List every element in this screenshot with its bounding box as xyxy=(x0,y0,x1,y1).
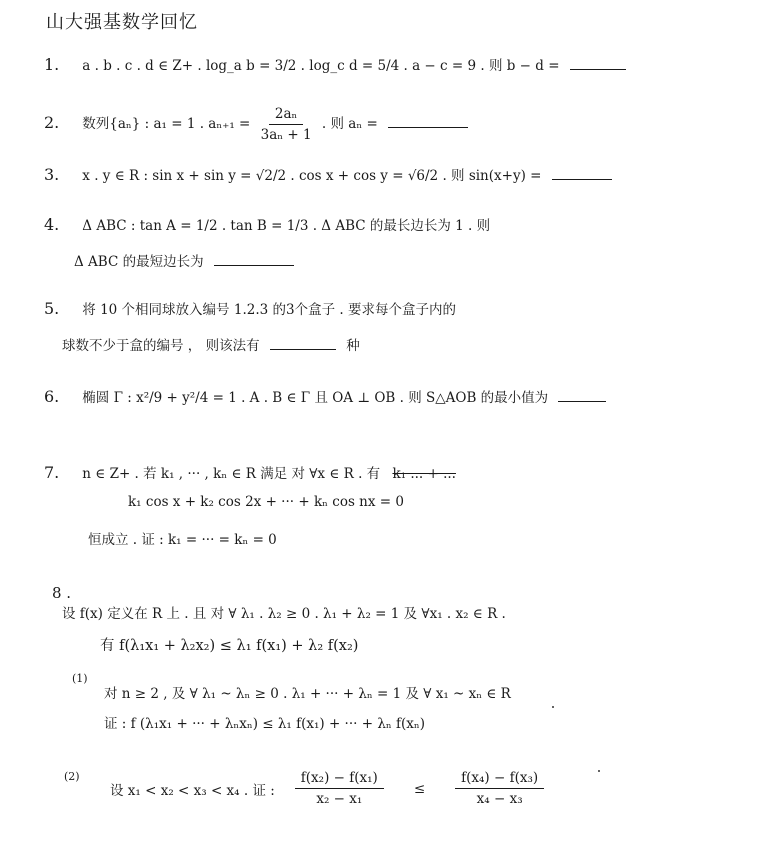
question-5-number: 5. xyxy=(44,299,60,318)
question-2-tail: . 则 aₙ = xyxy=(321,116,378,132)
question-3-number: 3. xyxy=(44,165,60,184)
question-7-equation: k₁ cos x + k₂ cos 2x + ··· + kₙ cos nx = 0 xyxy=(128,494,404,510)
question-8-part-2-fraction-2 xyxy=(455,770,544,807)
question-8-line-2: 有 f(λ₁x₁ + λ₂x₂) ≤ λ₁ f(x₁) + λ₂ f(x₂) xyxy=(100,638,359,654)
question-7-struck-text: k₁ ... + ... xyxy=(392,466,456,482)
question-7 xyxy=(44,462,456,482)
question-4-text: Δ ABC : tan A = 1/2 . tan B = 1/3 . Δ ABC 的最长边长为 1 . 则 xyxy=(82,218,491,234)
question-2-number: 2. xyxy=(44,113,60,132)
question-2-fraction xyxy=(261,106,312,143)
question-8-part-2-text: 设 x₁ < x₂ < x₃ < x₄ . 证 : xyxy=(110,782,275,799)
question-2-text: 数列{aₙ} : a₁ = 1 . aₙ₊₁ = xyxy=(82,116,251,132)
question-5-tail: 种 xyxy=(346,338,360,354)
question-4-number: 4. xyxy=(44,215,60,234)
question-8-part-2 xyxy=(110,770,550,807)
question-2-answer-blank xyxy=(388,115,468,128)
question-8-part-1-line-1: 对 n ≥ 2 , 及 ∀ λ₁ ~ λₙ ≥ 0 . λ₁ + ··· + λₙ = 1 及 ∀ x₁ ~ xₙ ∈ R xyxy=(104,686,511,702)
question-7-text: n ∈ Z+ . 若 k₁ , ··· , kₙ ∈ R 满足 对 ∀x ∈ R . 有 xyxy=(82,466,381,482)
question-1-number: 1. xyxy=(44,55,60,74)
question-3 xyxy=(44,164,612,184)
question-3-answer-blank xyxy=(552,167,612,180)
question-8-part-2-fraction-1 xyxy=(295,770,384,807)
question-8-part-1-line-2: 证 : f (λ₁x₁ + ··· + λₙxₙ) ≤ λ₁ f(x₁) + ··· + λₙ f(xₙ) xyxy=(104,716,426,732)
question-6-text: 椭圆 Γ : x²/9 + y²/4 = 1 . A . B ∈ Γ 且 OA ⊥ OB . 则 S△AOB 的最小值为 xyxy=(82,390,549,406)
page-title: 山大强基数学回忆 xyxy=(46,12,198,33)
question-4 xyxy=(44,214,490,234)
question-7-prove: 恒成立 . 证 : k₁ = ··· = kₙ = 0 xyxy=(88,532,277,548)
question-2 xyxy=(44,106,468,143)
question-6 xyxy=(44,386,606,406)
question-2-fraction-denominator: 3aₙ + 1 xyxy=(260,127,312,143)
stray-dot-mark xyxy=(552,706,554,708)
question-4-cont-text: Δ ABC 的最短边长为 xyxy=(74,254,204,270)
fraction-1-denominator: x₂ − x₁ xyxy=(316,791,363,807)
question-2-fraction-numerator: 2aₙ xyxy=(269,106,303,125)
question-3-text: x . y ∈ R : sin x + sin y = √2/2 . cos x + cos y = √6/2 . 则 sin(x+y) = xyxy=(82,168,542,184)
question-8-number: 8 . xyxy=(52,584,72,602)
question-5-answer-blank xyxy=(270,337,336,350)
fraction-2-denominator: x₄ − x₃ xyxy=(476,791,523,807)
question-8-line-1: 设 f(x) 定义在 R 上 . 且 对 ∀ λ₁ . λ₂ ≥ 0 . λ₁ + λ₂ = 1 及 ∀x₁ . x₂ ∈ R . xyxy=(62,606,506,622)
question-7-number: 7. xyxy=(44,463,60,482)
question-5-continuation xyxy=(62,334,360,354)
question-1-text: a . b . c . d ∈ Z+ . log_a b = 3/2 . log_c d = 5/4 . a − c = 9 . 则 b − d = xyxy=(82,58,560,74)
question-6-number: 6. xyxy=(44,387,60,406)
question-5-cont-text: 球数不少于盒的编号 ， 则该法有 xyxy=(62,338,260,354)
question-8-part-1-label: (1) xyxy=(72,672,88,685)
stray-dot-mark xyxy=(598,770,600,772)
question-4-continuation xyxy=(74,250,294,270)
question-8-part-2-relation: ≤ xyxy=(413,780,426,797)
fraction-2-numerator: f(x₄) − f(x₃) xyxy=(455,770,544,789)
question-5 xyxy=(44,298,456,318)
fraction-1-numerator: f(x₂) − f(x₁) xyxy=(295,770,384,789)
question-1-answer-blank xyxy=(570,57,626,70)
question-6-answer-blank xyxy=(558,389,606,402)
question-5-text: 将 10 个相同球放入编号 1.2.3 的3个盒子 . 要求每个盒子内的 xyxy=(82,302,456,318)
question-8-part-2-label: (2) xyxy=(64,770,80,783)
question-1 xyxy=(44,54,626,74)
question-4-answer-blank xyxy=(214,253,294,266)
